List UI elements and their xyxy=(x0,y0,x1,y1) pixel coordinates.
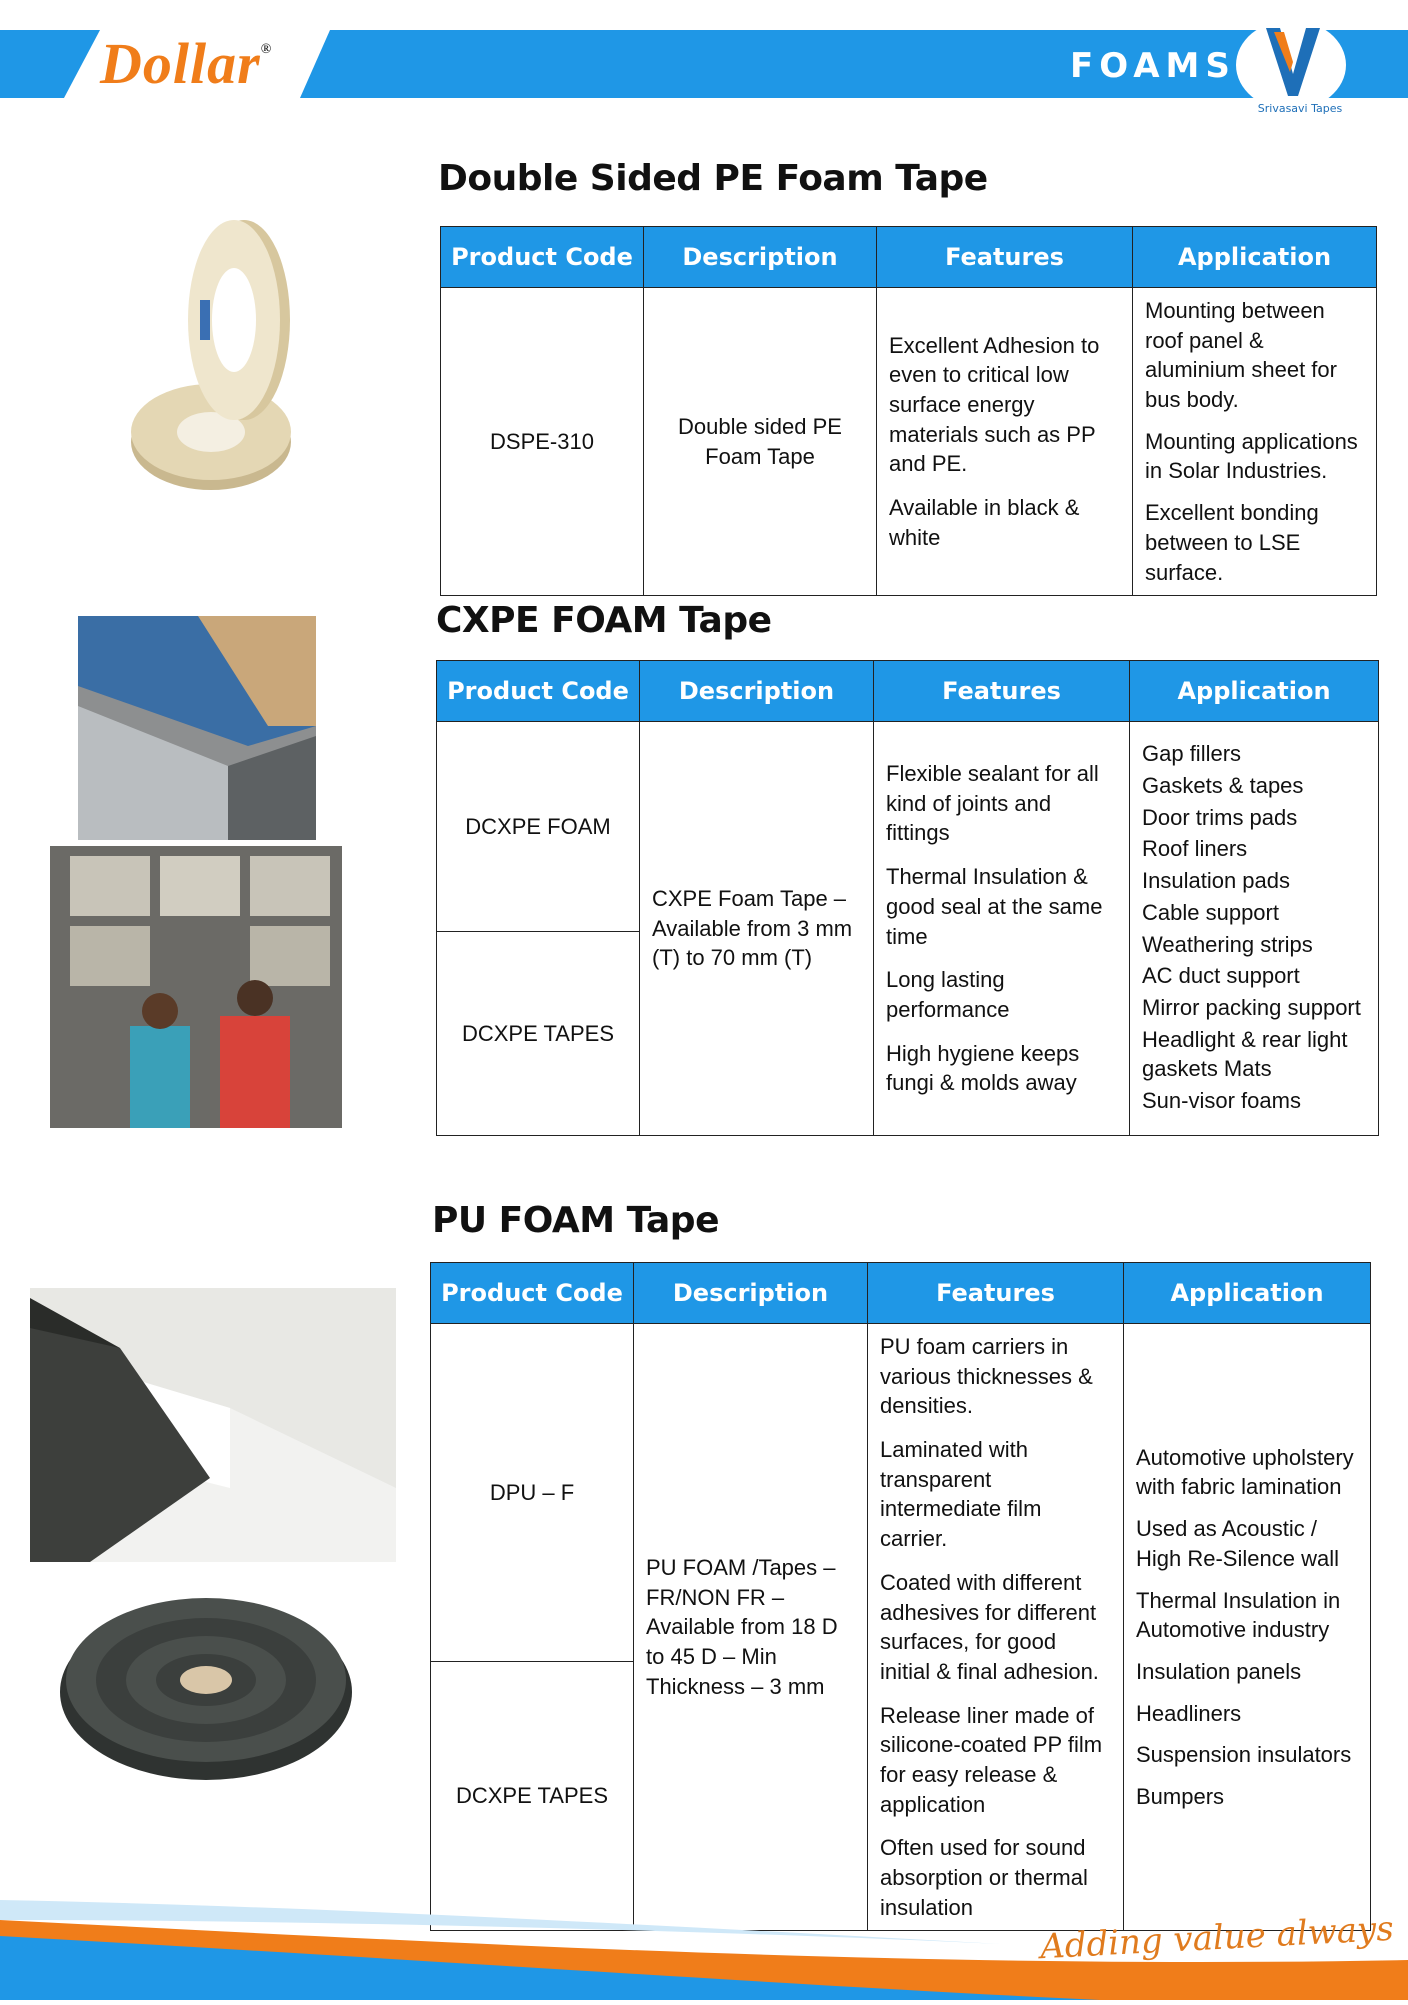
application-item: Insulation pads xyxy=(1142,868,1290,894)
srivasavi-logo-icon xyxy=(1262,22,1324,100)
feature-item: Thermal Insulation & good seal at the same time xyxy=(886,864,1103,949)
application-item: Mounting between roof panel & aluminium sheet for bus body. xyxy=(1145,298,1337,413)
product-description: Double sided PE Foam Tape xyxy=(644,288,877,596)
applications-cell xyxy=(1133,288,1377,596)
features-cell xyxy=(874,722,1130,1136)
feature-item: Release liner made of silicone-coated PP film for easy release & application xyxy=(880,1702,1103,1817)
pe-foam-table xyxy=(440,226,1377,596)
application-item: Mounting applications in Solar Industries. xyxy=(1145,428,1358,484)
column-header-application: Application xyxy=(1133,227,1377,288)
feature-item: Long lasting performance xyxy=(886,967,1010,1022)
section-title-pe-foam: Double Sided PE Foam Tape xyxy=(438,158,988,199)
pu-foam-roll-image xyxy=(56,1582,360,1788)
column-header-features: Features xyxy=(868,1263,1124,1324)
product-description: PU FOAM /Tapes – FR/NON FR – Available from 18 D to 45 D – Min Thickness – 3 mm xyxy=(634,1324,868,1931)
table-row xyxy=(441,288,1377,596)
pu-foam-table xyxy=(430,1262,1371,1931)
column-header-application: Application xyxy=(1124,1263,1371,1324)
feature-item: Often used for sound absorption or thermal insulation xyxy=(880,1835,1088,1920)
application-item: Insulation panels xyxy=(1136,1658,1302,1684)
table-row xyxy=(431,1324,1371,1662)
column-header-product-code: Product Code xyxy=(431,1263,634,1324)
application-item: Gaskets & tapes xyxy=(1142,773,1304,799)
feature-item: Coated with different adhesives for different surfaces, for good initial & final adhesion. xyxy=(880,1569,1099,1684)
product-code: DSPE-310 xyxy=(441,288,644,596)
column-header-description: Description xyxy=(644,227,877,288)
column-header-features: Features xyxy=(874,661,1130,722)
table-row xyxy=(437,722,1379,932)
features-cell xyxy=(868,1324,1124,1931)
column-header-application: Application xyxy=(1130,661,1379,722)
column-header-product-code: Product Code xyxy=(441,227,644,288)
product-description: CXPE Foam Tape – Available from 3 mm (T) to 70 mm (T) xyxy=(640,722,874,1136)
cxpe-foam-table xyxy=(436,660,1379,1136)
section-title-pu-foam: PU FOAM Tape xyxy=(432,1200,719,1241)
applications-cell xyxy=(1124,1324,1371,1931)
features-cell xyxy=(877,288,1133,596)
application-item: Roof liners xyxy=(1142,836,1248,862)
application-item: Excellent bonding between to LSE surface. xyxy=(1145,500,1319,585)
brand-logo: Dollar® xyxy=(100,31,273,96)
application-item: Suspension insulators xyxy=(1136,1742,1352,1768)
feature-item: Excellent Adhesion to even to critical low surface energy materials such as PP and PE. xyxy=(889,332,1100,477)
application-item: Used as Acoustic / High Re-Silence wall xyxy=(1136,1516,1339,1571)
product-code: DCXPE FOAM xyxy=(437,722,640,932)
pe-foam-tape-image xyxy=(126,210,306,510)
application-item: Bumpers xyxy=(1136,1783,1225,1809)
application-item: Door trims pads xyxy=(1142,804,1298,830)
feature-item: High hygiene keeps fungi & molds away xyxy=(886,1040,1080,1096)
application-item: AC duct support xyxy=(1142,963,1300,989)
section-title-cxpe-foam: CXPE FOAM Tape xyxy=(436,600,772,641)
application-item: Headlight & rear light gaskets Mats xyxy=(1142,1026,1348,1082)
product-code: DPU – F xyxy=(431,1324,634,1662)
application-item: Sun-visor foams xyxy=(1142,1087,1301,1113)
feature-item: Laminated with transparent intermediate film carrier. xyxy=(880,1437,1042,1552)
applications-cell xyxy=(1130,722,1379,1136)
column-header-features: Features xyxy=(877,227,1133,288)
column-header-description: Description xyxy=(640,661,874,722)
footer-tagline: Adding value always xyxy=(1039,1908,1395,1968)
application-item: Cable support xyxy=(1142,899,1279,925)
application-item: Headliners xyxy=(1136,1700,1242,1726)
cxpe-foam-sheet-image xyxy=(78,616,316,840)
feature-item: PU foam carriers in various thicknesses & densities. xyxy=(880,1334,1093,1419)
application-item: Thermal Insulation in Automotive industry xyxy=(1136,1587,1341,1643)
application-item: Automotive upholstery with fabric lamination xyxy=(1136,1444,1354,1500)
logo-text: Srivasavi Tapes xyxy=(1257,102,1343,115)
feature-item: Flexible sealant for all kind of joints and fittings xyxy=(886,761,1099,846)
application-item: Weathering strips xyxy=(1142,931,1313,957)
category-label: FOAMS xyxy=(1070,46,1236,86)
application-item: Mirror packing support xyxy=(1142,994,1361,1020)
pu-foam-sheet-image xyxy=(30,1288,396,1562)
column-header-description: Description xyxy=(634,1263,868,1324)
product-code: DCXPE TAPES xyxy=(431,1662,634,1931)
cxpe-installation-image xyxy=(50,846,342,1128)
application-item: Gap fillers xyxy=(1142,741,1242,767)
product-code: DCXPE TAPES xyxy=(437,932,640,1136)
column-header-product-code: Product Code xyxy=(437,661,640,722)
feature-item: Available in black & white xyxy=(889,495,1080,550)
